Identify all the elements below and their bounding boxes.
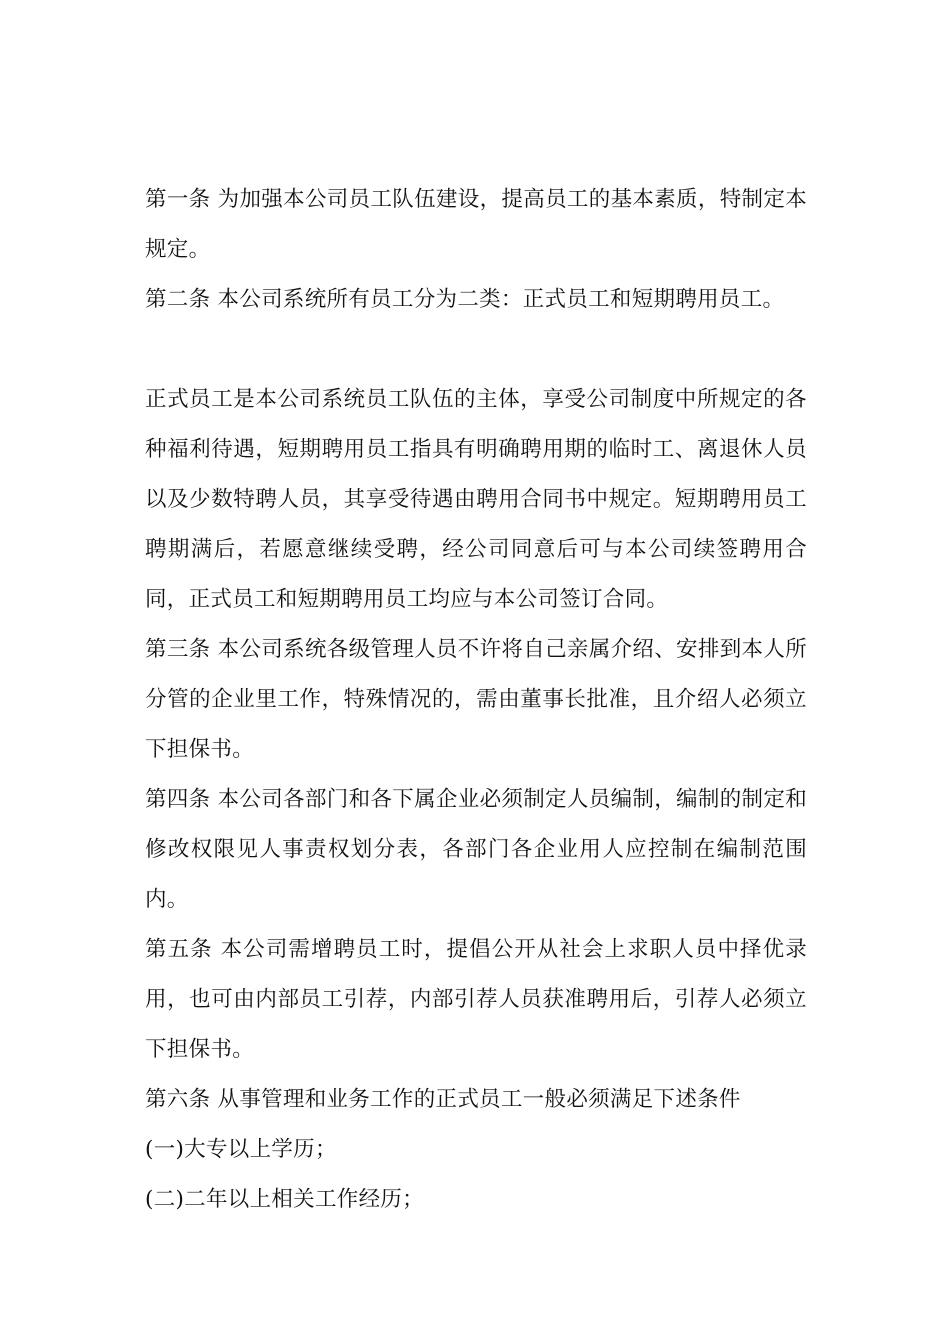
paragraph-article-3: 第三条 本公司系统各级管理人员不许将自己亲属介绍、安排到本人所分管的企业里工作，特殊情况的，需由董事长批准，且介绍人必须立下担保书。 (145, 637, 807, 762)
paragraph-article-2-detail: 正式员工是本公司系统员工队伍的主体，享受公司制度中所规定的各种福利待遇，短期聘用员工指具有明确聘用期的临时工、离退休人员以及少数特聘人员，其享受待遇由聘用合同书中规定。短期聘用员工聘期满后，若愿意继续受聘，经公司同意后可与本公司续签聘用合同，正式员工和短期聘用员工均应与本公司签订合同。 (145, 387, 807, 612)
paragraph-article-5: 第五条 本公司需增聘员工时，提倡公开从社会上求职人员中择优录用，也可由内部员工引荐，内部引荐人员获准聘用后，引荐人必须立下担保书。 (145, 937, 807, 1062)
paragraph-article-2: 第二条 本公司系统所有员工分为二类：正式员工和短期聘用员工。 (145, 287, 785, 312)
list-item-condition-1: (一)大专以上学历； (145, 1137, 337, 1162)
paragraph-article-1: 第一条 为加强本公司员工队伍建设，提高员工的基本素质，特制定本规定。 (145, 187, 807, 262)
document-body (145, 175, 807, 1225)
list-item-condition-2: (二)二年以上相关工作经历； (145, 1187, 424, 1212)
paragraph-article-6: 第六条 从事管理和业务工作的正式员工一般必须满足下述条件 (145, 1087, 741, 1112)
paragraph-article-4: 第四条 本公司各部门和各下属企业必须制定人员编制，编制的制定和修改权限见人事责权划分表，各部门各企业用人应控制在编制范围内。 (145, 787, 807, 912)
